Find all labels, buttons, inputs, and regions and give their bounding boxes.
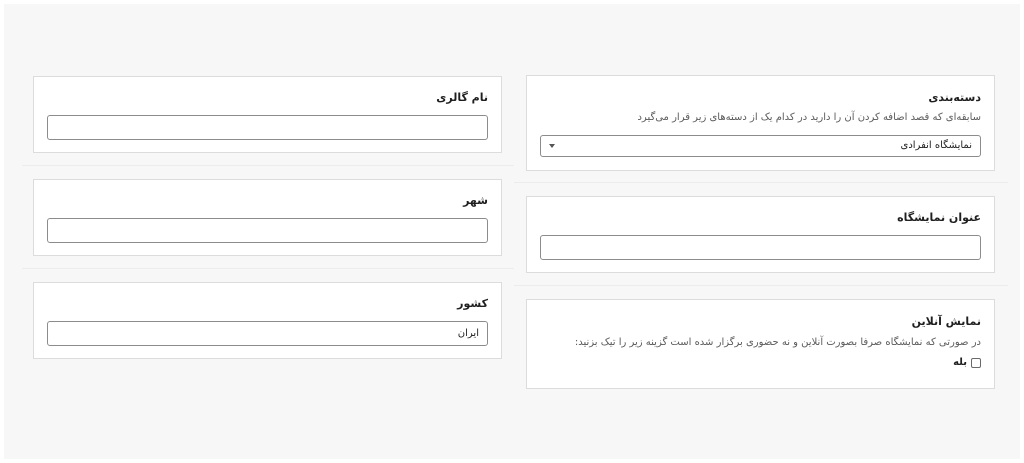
- exhibition-title-label: عنوان نمایشگاه: [897, 211, 981, 224]
- category-select-value: نمایشگاه انفرادی: [900, 140, 972, 151]
- gallery-name-card: [33, 76, 502, 153]
- country-label: کشور: [457, 297, 488, 310]
- gallery-name-input[interactable]: [47, 115, 488, 140]
- exhibition-title-input[interactable]: [540, 235, 981, 260]
- city-card: [33, 179, 502, 256]
- chevron-down-icon: [549, 144, 555, 148]
- country-input[interactable]: [47, 321, 488, 346]
- online-show-checkbox-label: بله: [953, 357, 967, 368]
- category-label: دسته‌بندی: [928, 91, 981, 104]
- divider: [514, 285, 1008, 286]
- category-description: سابقه‌ای که قصد اضافه کردن آن را دارید در کدام یک از دسته‌های زیر قرار می‌گیرد: [637, 112, 981, 123]
- online-show-option[interactable]: [953, 357, 981, 368]
- category-card: [526, 75, 995, 171]
- city-input[interactable]: [47, 218, 488, 243]
- online-show-card: [526, 299, 995, 389]
- online-show-description: در صورتی که نمایشگاه صرفا بصورت آنلاین و نه حضوری برگزار شده است گزینه زیر را تیک بزنید:: [574, 337, 981, 348]
- exhibition-title-card: [526, 196, 995, 273]
- category-select[interactable]: [540, 135, 981, 157]
- online-show-checkbox[interactable]: [971, 358, 981, 368]
- country-card: [33, 282, 502, 359]
- gallery-name-label: نام گالری: [436, 91, 488, 104]
- online-show-label: نمایش آنلاین: [911, 315, 981, 328]
- city-label: شهر: [463, 194, 488, 207]
- form-page: [4, 4, 1020, 459]
- divider: [514, 182, 1008, 183]
- divider: [22, 165, 514, 166]
- divider: [22, 268, 514, 269]
